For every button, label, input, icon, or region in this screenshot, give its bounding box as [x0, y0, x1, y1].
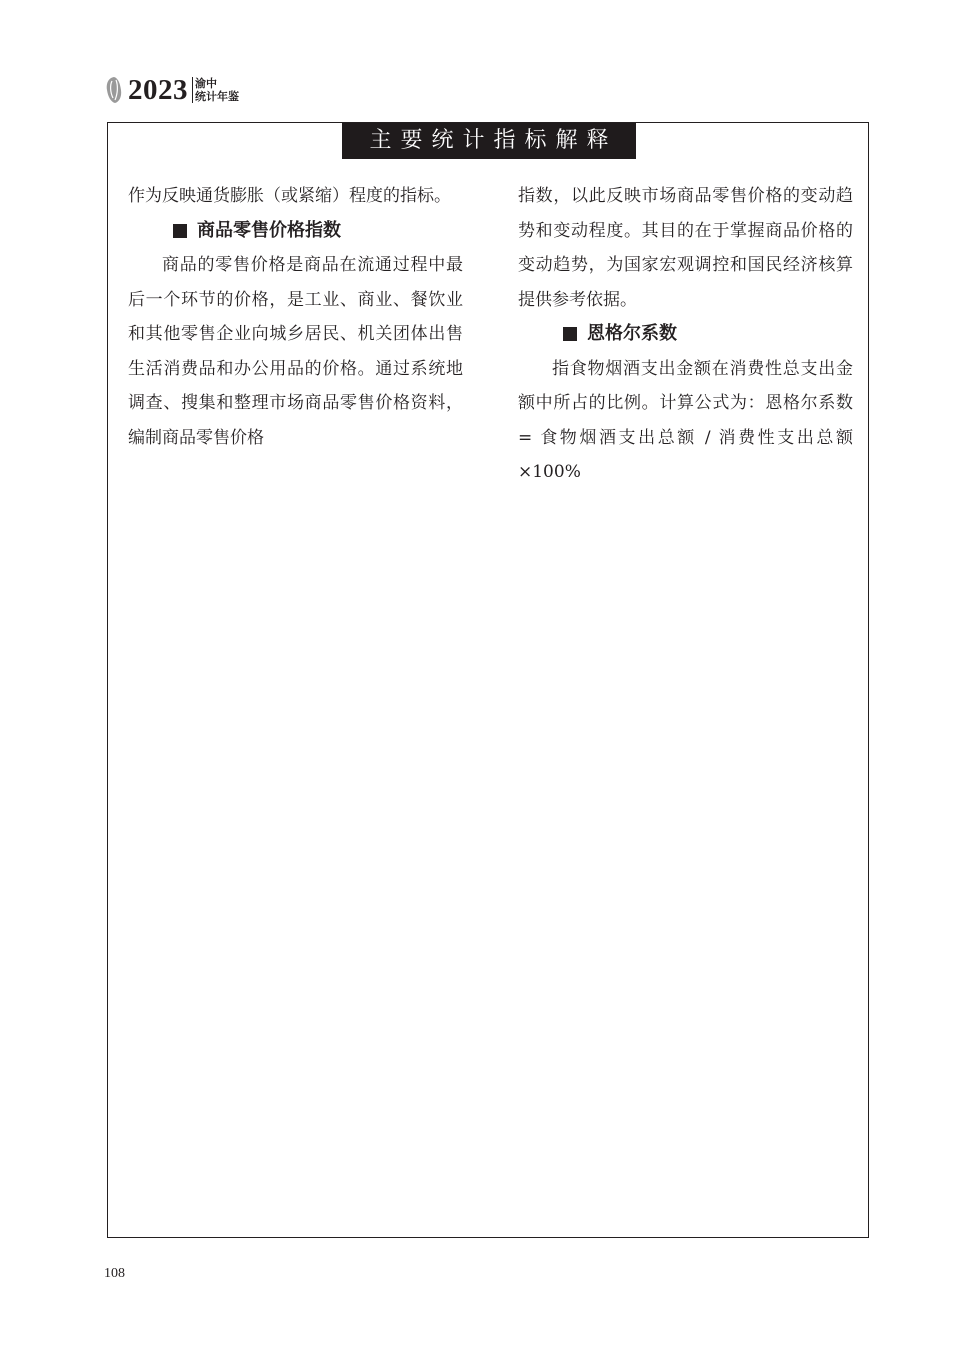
- left-paragraph-continued: 作为反映通货膨胀（或紧缩）程度的指标。: [128, 186, 451, 206]
- engel-coefficient-heading-text: 恩格尔系数: [587, 323, 677, 344]
- header-year: 2023: [128, 73, 188, 106]
- content-frame: [107, 122, 869, 1238]
- heading-square-icon: [173, 224, 187, 238]
- engel-coefficient-paragraph: 指食物烟酒支出金额在消费性总支出金额中所占的比例。计算公式为：恩格尔系数 = 食物烟酒支出总额 / 消费性支出总额×100%: [518, 358, 853, 482]
- header-book-name: [192, 77, 239, 103]
- yearbook-header: [104, 70, 239, 110]
- retail-price-index-paragraph: 商品的零售价格是商品在流通过程中最后一个环节的价格，是工业、商业、餐饮业和其他零售企业向城乡居民、机关团体出售生活消费品和办公用品的价格。通过系统地调查、搜集和整理市场商品零售价格资料，编制商品零售价格: [128, 255, 463, 448]
- section-banner: 主要统计指标解释: [342, 123, 636, 159]
- engel-coefficient-heading: [518, 317, 853, 352]
- retail-price-index-heading: [128, 214, 463, 249]
- right-column: [518, 179, 853, 490]
- left-column: [128, 179, 463, 455]
- right-paragraph-continued: 指数，以此反映市场商品零售价格的变动趋势和变动程度。其目的在于掌握商品价格的变动趋势，为国家宏观调控和国民经济核算提供参考依据。: [518, 186, 853, 310]
- page-number: 108: [104, 1266, 125, 1281]
- header-book-line2: 统计年鉴: [195, 90, 239, 103]
- heading-square-icon: [563, 327, 577, 341]
- retail-price-index-heading-text: 商品零售价格指数: [197, 219, 341, 241]
- yearbook-logo-icon: [104, 75, 124, 105]
- header-book-line1: 渝中: [195, 77, 217, 90]
